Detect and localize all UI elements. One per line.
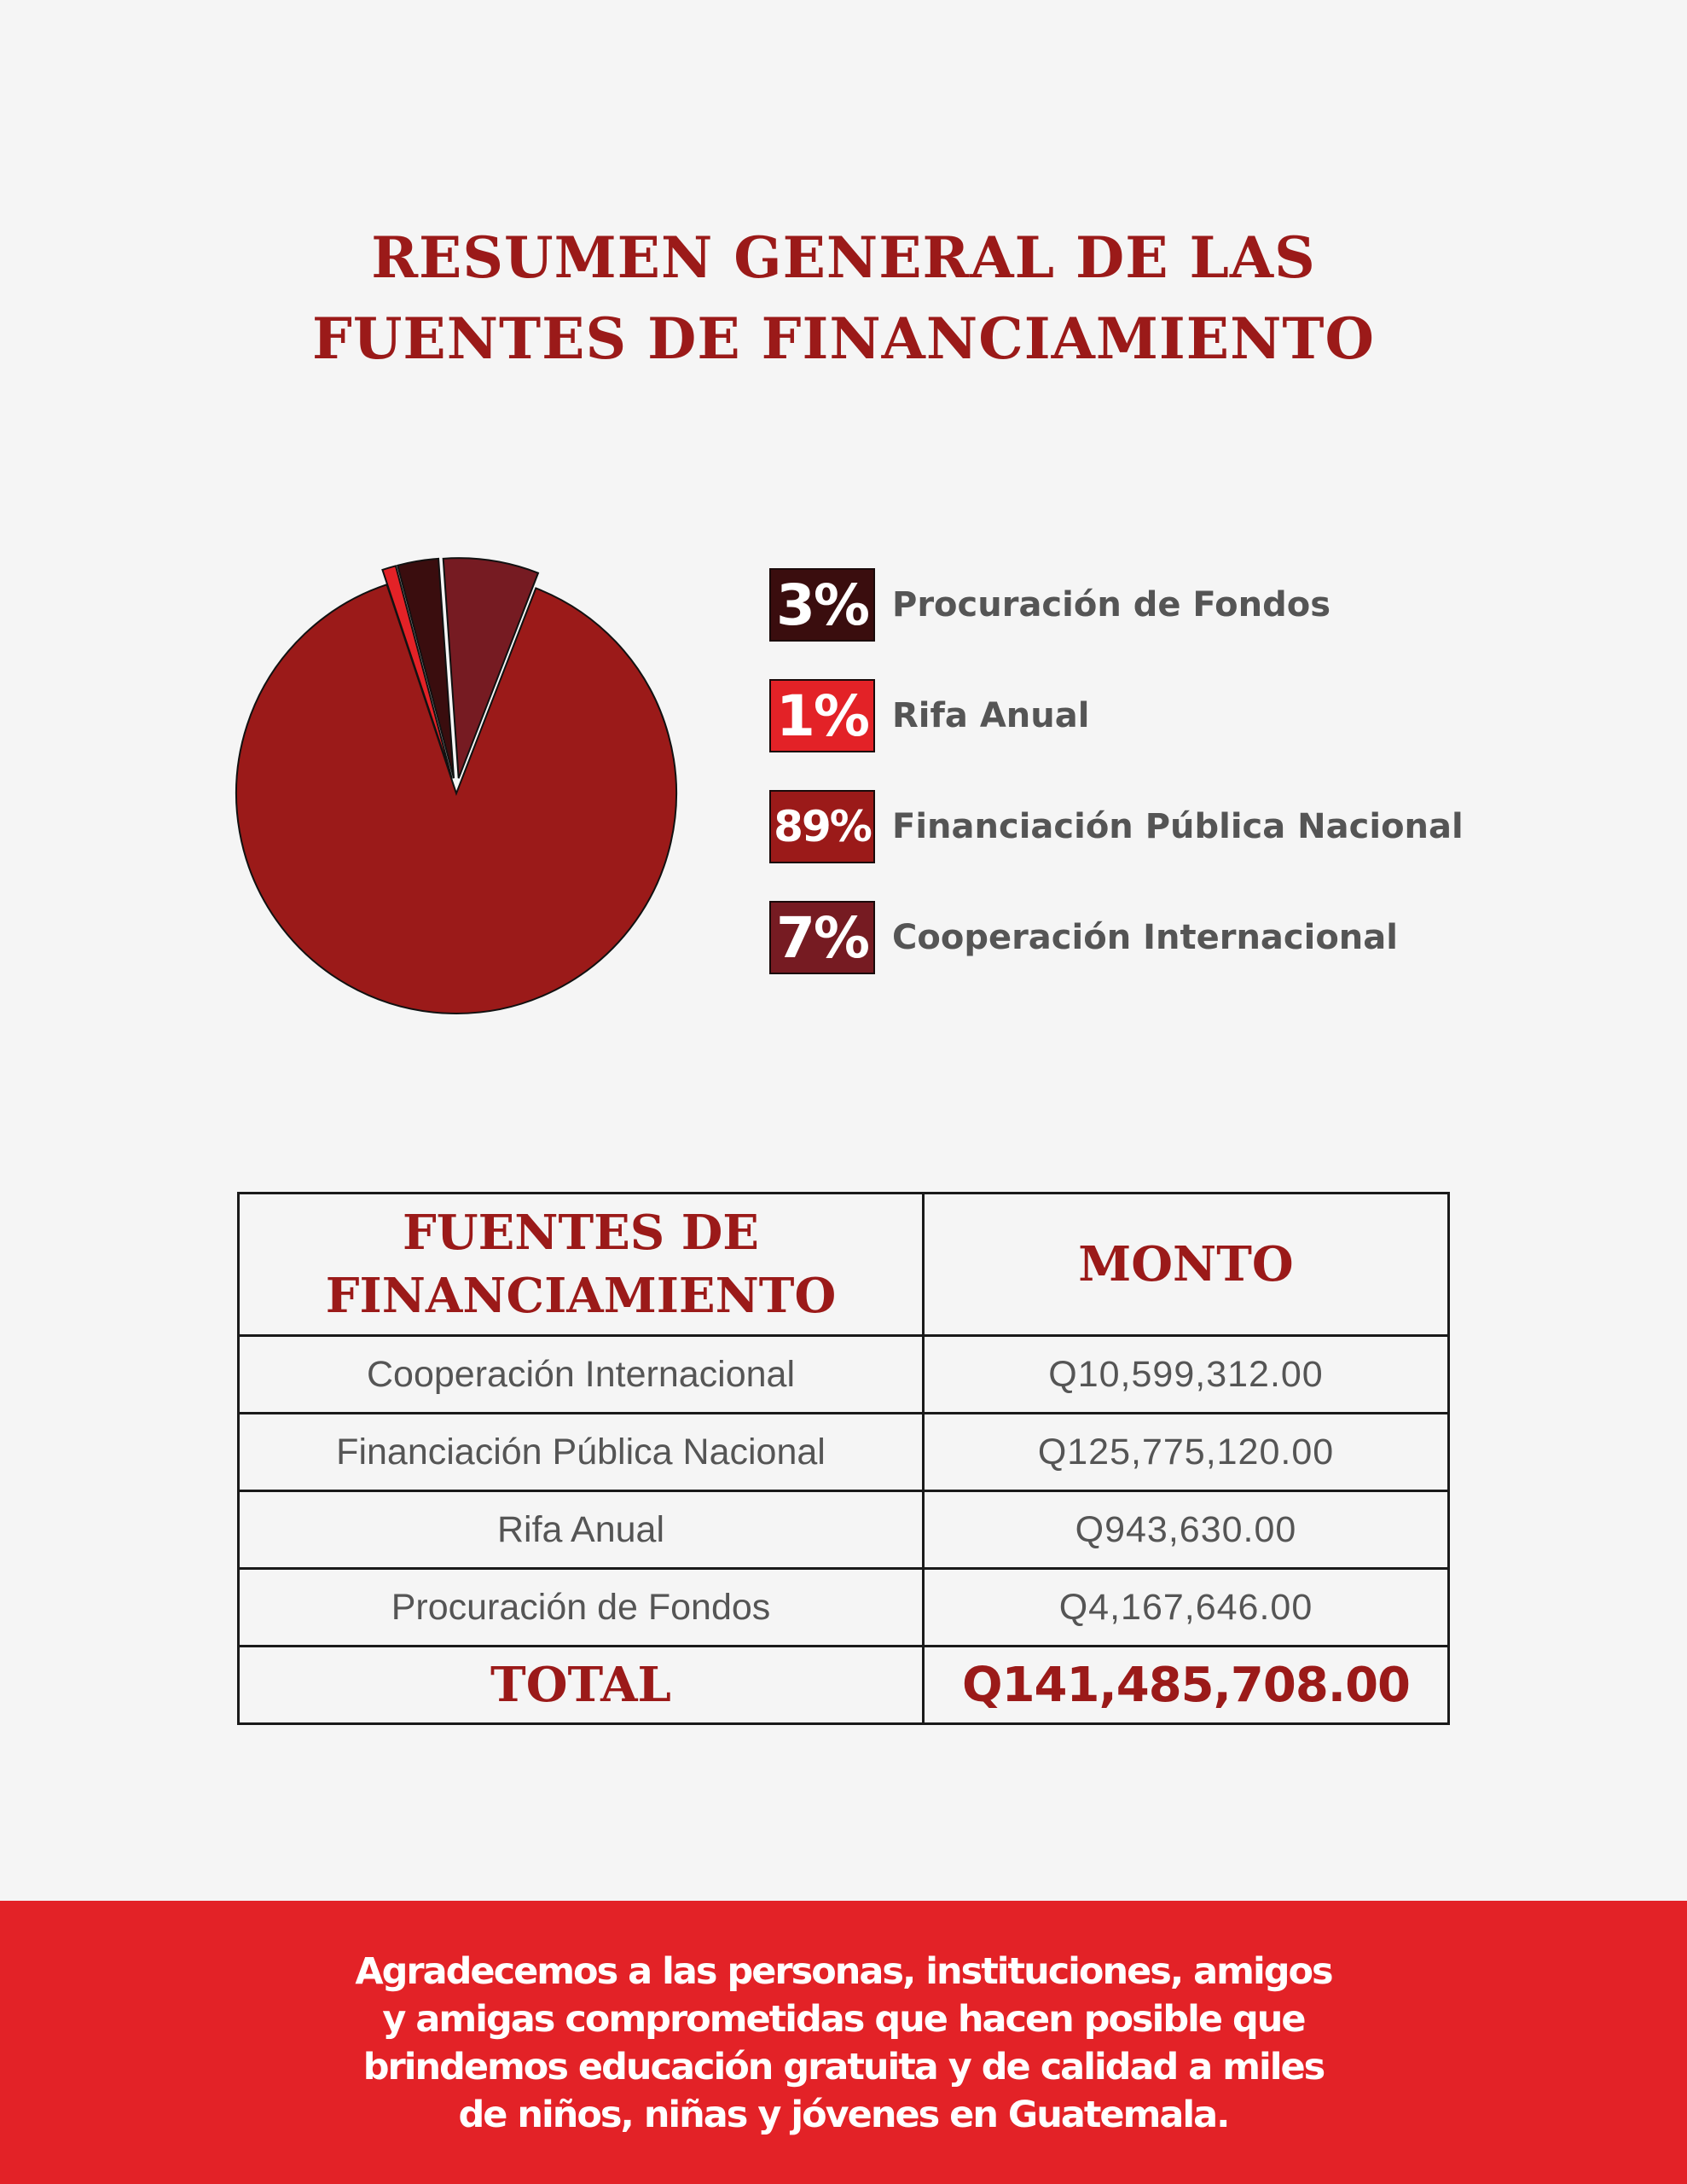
legend-item [769,790,1622,867]
row-source: Cooperación Internacional [239,1336,924,1414]
row-source: Rifa Anual [239,1491,924,1569]
row-source: Financiación Pública Nacional [239,1414,924,1491]
legend-label: Financiación Pública Nacional [892,807,1464,846]
table-total-row [239,1647,1449,1724]
legend-percent-badge: 7% [769,901,875,974]
header-amount: MONTO [924,1194,1449,1336]
legend-item [769,901,1622,978]
footer-line: Agradecemos a las personas, instituciones, amigos [355,1950,1332,1993]
legend-label: Cooperación Internacional [892,918,1398,957]
footer-message [0,1948,1687,2139]
page-title [0,218,1687,380]
row-amount: Q125,775,120.00 [924,1414,1449,1491]
legend-label: Rifa Anual [892,696,1090,735]
row-amount: Q943,630.00 [924,1491,1449,1569]
legend-percent-badge: 89% [769,790,875,863]
header-sources [239,1194,924,1336]
table-row [239,1414,1449,1491]
footer-banner [0,1901,1687,2184]
total-amount: Q141,485,708.00 [924,1647,1449,1724]
footer-line: brindemos educación gratuita y de calidad a miles [362,2046,1325,2088]
header-sources-line-1: FUENTES DE [402,1205,759,1261]
legend-label: Procuración de Fondos [892,585,1331,624]
funding-table [237,1192,1450,1725]
table-row [239,1491,1449,1569]
table-row [239,1569,1449,1647]
legend-percent-badge: 3% [769,568,875,642]
table-row [239,1336,1449,1414]
legend-item [769,568,1622,645]
row-amount: Q10,599,312.00 [924,1336,1449,1414]
row-source: Procuración de Fondos [239,1569,924,1647]
pie-chart [222,520,682,1032]
page-title-line-1: RESUMEN GENERAL DE LAS [371,224,1316,291]
table-header-row [239,1194,1449,1336]
legend-item [769,679,1622,756]
footer-line: y amigas comprometidas que hacen posible que [382,1998,1305,2041]
legend-percent-badge: 1% [769,679,875,752]
footer-line: de niños, niñas y jóvenes en Guatemala. [458,2094,1229,2136]
header-sources-line-2: FINANCIAMIENTO [325,1268,837,1324]
page-title-line-2: FUENTES DE FINANCIAMIENTO [312,305,1375,372]
total-label: TOTAL [239,1647,924,1724]
row-amount: Q4,167,646.00 [924,1569,1449,1647]
